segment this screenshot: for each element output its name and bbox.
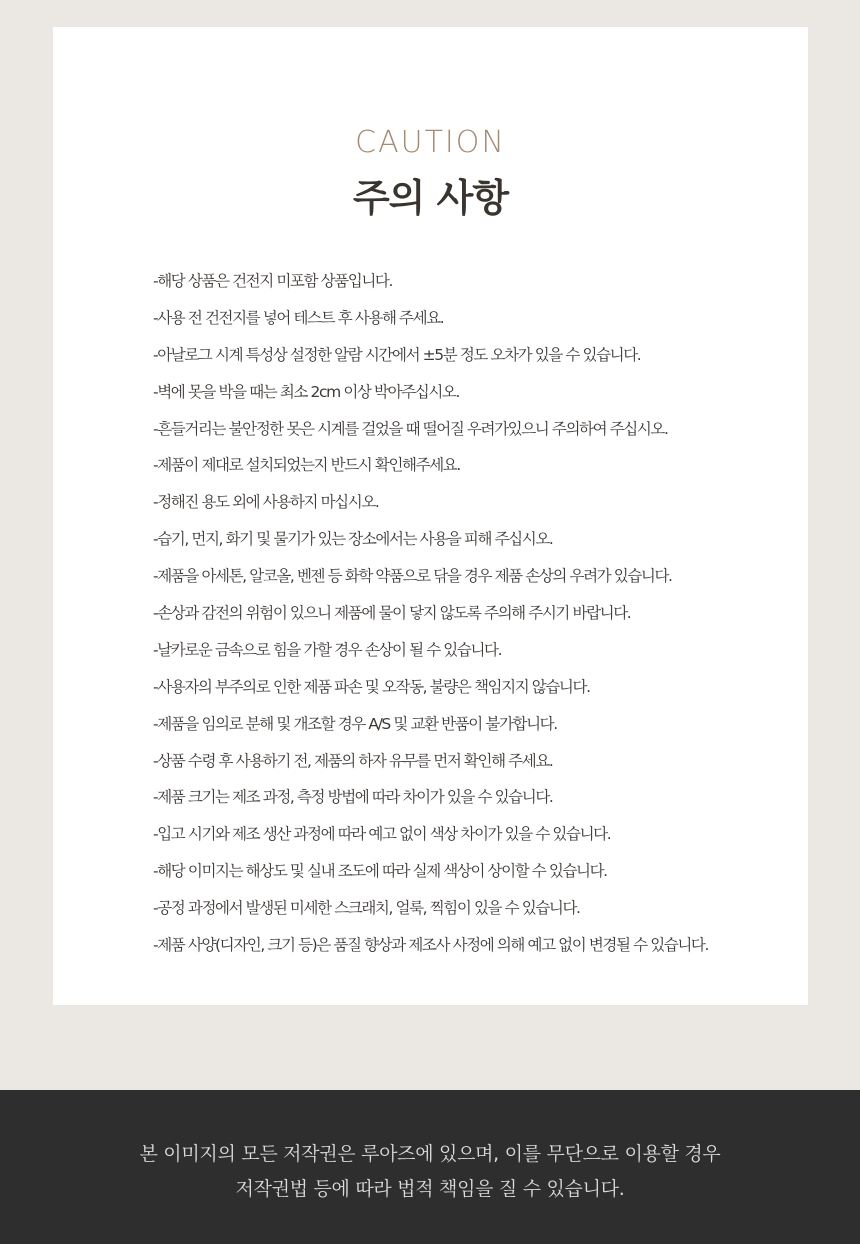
caution-note-item: -입고 시기와 제조 생산 과정에 따라 예고 없이 색상 차이가 있을 수 있습니다. [153, 825, 611, 844]
caution-korean-title: 주의 사항 [352, 176, 509, 220]
caution-card [53, 27, 808, 1005]
caution-notes-list [153, 263, 853, 964]
caution-note-item: -상품 수령 후 사용하기 전, 제품의 하자 유무를 먼저 확인해 주세요. [153, 751, 553, 770]
caution-note-item: -벽에 못을 박을 때는 최소 2cm 이상 박아주십시오. [153, 382, 460, 401]
caution-note-item: -해당 상품은 건전지 미포함 상품입니다. [153, 272, 392, 290]
caution-note-item: -사용자의 부주의로 인한 제품 파손 및 오작동, 불량은 책임지지 않습니다. [153, 677, 590, 696]
caution-note-item: -제품이 제대로 설치되었는지 반드시 확인해주세요. [153, 456, 460, 475]
copyright-notice-line-2: 저작권법 등에 따라 법적 책임을 질 수 있습니다. [235, 1178, 625, 1200]
caution-note-item: -아날로그 시계 특성상 설정한 알람 시간에서 ±5분 정도 오차가 있을 수 있습니다. [153, 345, 641, 364]
caution-note-item: -공정 과정에서 발생된 미세한 스크래치, 얼룩, 찍힘이 있을 수 있습니다. [153, 899, 580, 918]
caution-english-title: CAUTION [355, 125, 506, 160]
caution-note-item: -흔들거리는 불안정한 못은 시계를 걸었을 때 떨어질 우려가있으니 주의하여 주십시오. [153, 419, 668, 438]
caution-note-item: -습기, 먼지, 화기 및 물기가 있는 장소에서는 사용을 피해 주십시오. [153, 530, 553, 549]
copyright-footer [0, 1090, 860, 1244]
caution-note-item: -날카로운 금속으로 힘을 가할 경우 손상이 될 수 있습니다. [153, 640, 502, 659]
caution-note-item: -손상과 감전의 위험이 있으니 제품에 물이 닿지 않도록 주의해 주시기 바랍니다. [153, 604, 631, 623]
caution-note-item: -제품을 아세톤, 알코올, 벤젠 등 화학 약품으로 닦을 경우 제품 손상의 우려가 있습니다. [153, 567, 672, 586]
caution-note-item: -제품 크기는 제조 과정, 측정 방법에 따라 차이가 있을 수 있습니다. [153, 788, 553, 807]
caution-note-item: -해당 이미지는 해상도 및 실내 조도에 따라 실제 색상이 상이할 수 있습니다. [153, 862, 607, 881]
caution-note-item: -사용 전 건전지를 넣어 테스트 후 사용해 주세요. [153, 308, 444, 327]
caution-note-item: -제품 사양(디자인, 크기 등)은 품질 향상과 제조사 사정에 의해 예고 없이 변경될 수 있습니다. [153, 936, 709, 955]
caution-note-item: -제품을 임의로 분해 및 개조할 경우 A/S 및 교환 반품이 불가합니다. [153, 714, 557, 733]
copyright-notice-line-1: 본 이미지의 모든 저작권은 루아즈에 있으며, 이를 무단으로 이용할 경우 [139, 1143, 721, 1165]
caution-note-item: -정해진 용도 외에 사용하지 마십시오. [153, 493, 379, 512]
